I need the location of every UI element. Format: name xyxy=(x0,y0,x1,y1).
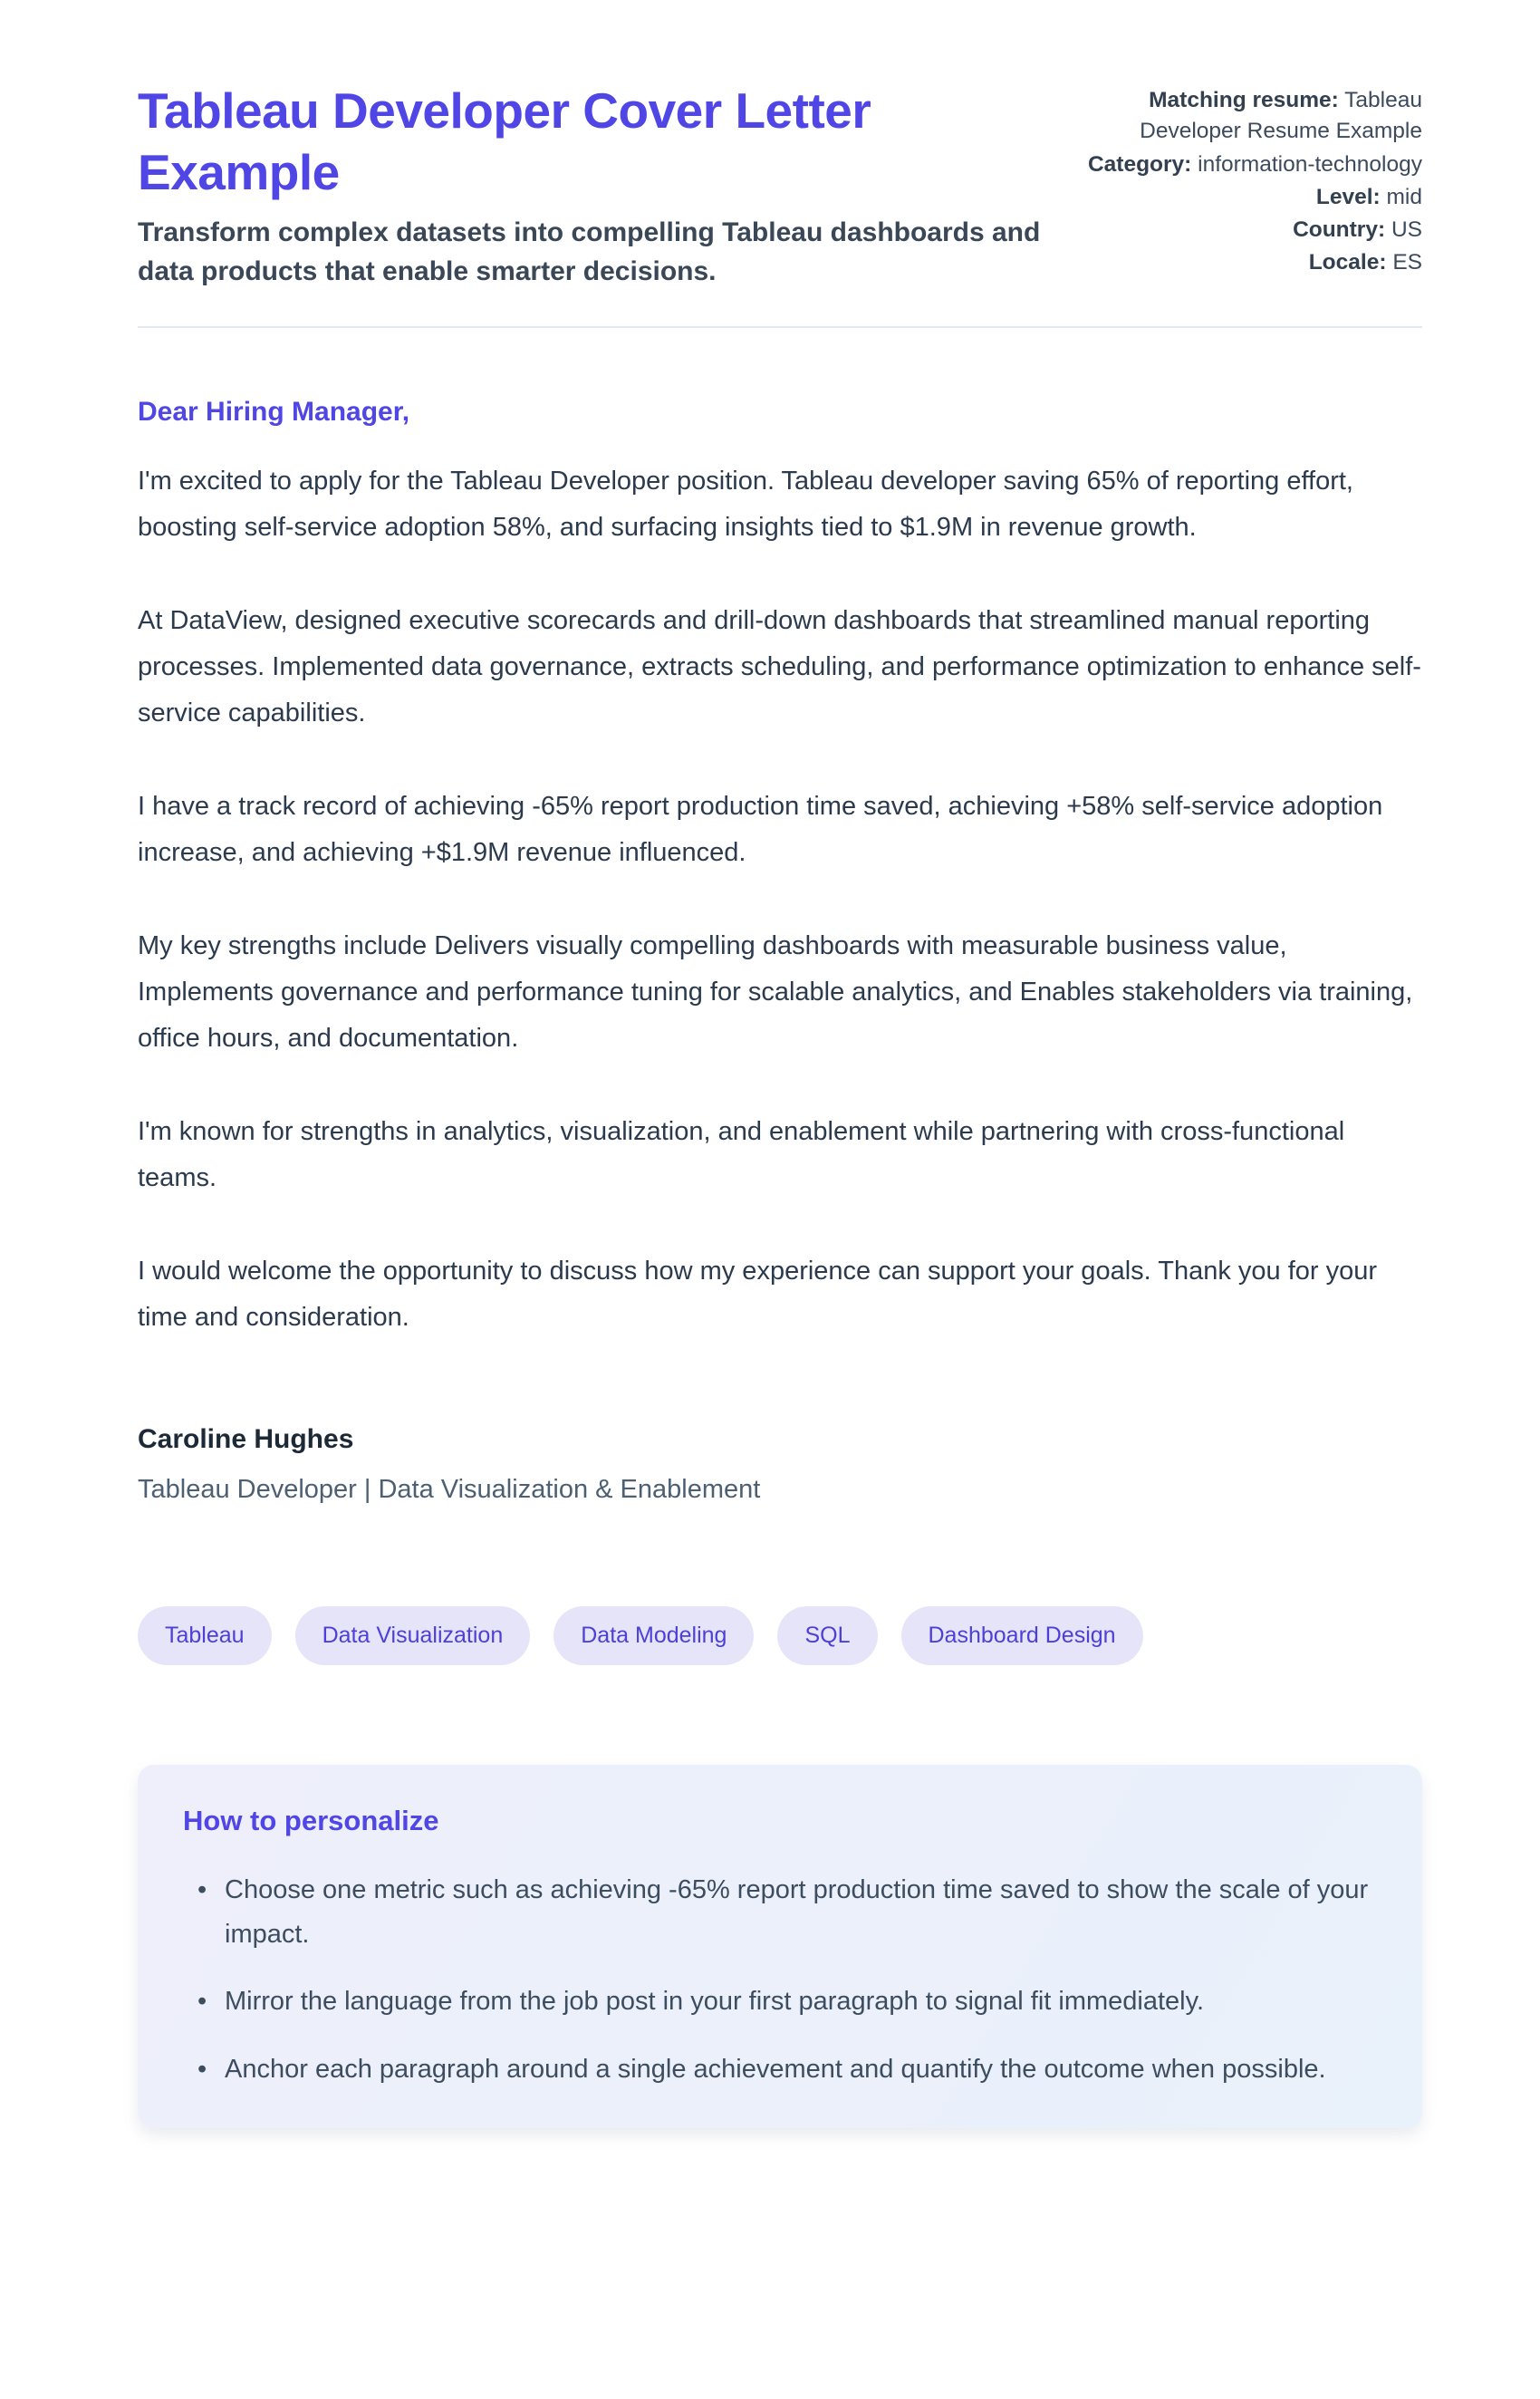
letter-paragraph-known-for: I'm known for strengths in analytics, visualization, and enablement while partnering with cross-functional teams. xyxy=(138,1116,1345,1192)
meta-value: information-technology xyxy=(1198,151,1422,177)
signature-name: Caroline Hughes xyxy=(138,1424,354,1454)
salutation: Dear Hiring Manager, xyxy=(138,396,410,427)
meta-category xyxy=(1067,149,1422,180)
tag-dashboard-design[interactable]: Dashboard Design xyxy=(901,1606,1143,1665)
header xyxy=(138,80,1422,292)
page-subtitle: Transform complex datasets into compelling Tableau dashboards and data products that enable smarter decisions. xyxy=(138,217,1041,286)
header-left xyxy=(138,80,1067,292)
meta-matching-resume xyxy=(1067,85,1422,148)
meta-label: Locale: xyxy=(1308,250,1387,275)
meta-label: Country: xyxy=(1293,217,1386,243)
personalize-title: How to personalize xyxy=(183,1805,439,1836)
meta-level xyxy=(1067,182,1422,213)
letter-paragraph-closing: I would welcome the opportunity to discuss how my experience can support your goals. Thank you for your time and consideration. xyxy=(138,1256,1378,1332)
meta-value: ES xyxy=(1392,250,1422,275)
signature-role: Tableau Developer | Data Visualization & Enablement xyxy=(138,1475,761,1504)
tag-sql[interactable]: SQL xyxy=(777,1606,877,1665)
meta-value: US xyxy=(1391,217,1422,243)
tag-tableau[interactable]: Tableau xyxy=(138,1606,272,1665)
meta-value: mid xyxy=(1386,184,1422,209)
tag-data-modeling[interactable]: Data Modeling xyxy=(553,1606,754,1665)
personalize-bullet-anchor-achievement: • Anchor each paragraph around a single achievement and quantify the outcome when possible. xyxy=(183,2047,1377,2092)
meta-country xyxy=(1067,215,1422,246)
page-title: Tableau Developer Cover Letter Example xyxy=(138,82,871,201)
personalize-card xyxy=(138,1765,1422,2128)
letter-paragraph-intro: I'm excited to apply for the Tableau Developer position. Tableau developer saving 65% of reporting effort, boosting self-service adoption 58%, and surfacing insights tied to $1.9M in revenue growth. xyxy=(138,466,1353,542)
header-divider xyxy=(138,326,1422,328)
letter-paragraph-experience: At DataView, designed executive scorecards and drill-down dashboards that streamlined manual reporting processes. Implemented data governance, extracts scheduling, and performance optimization to enhance self-service capabilities. xyxy=(138,605,1421,727)
letter-paragraph-track-record: I have a track record of achieving -65% report production time saved, achieving +58% self-service adoption increase, and achieving +$1.9M revenue influenced. xyxy=(138,791,1383,867)
meta-value: Tableau Developer Resume Example xyxy=(1140,88,1422,144)
meta-locale xyxy=(1067,247,1422,278)
meta-panel xyxy=(1067,80,1422,281)
tag-list xyxy=(138,1606,1422,1665)
cover-letter-body xyxy=(138,397,1422,1505)
meta-label: Category: xyxy=(1087,151,1192,177)
letter-paragraph-strengths: My key strengths include Delivers visually compelling dashboards with measurable business value, Implements governance and performance tuning for scalable analytics, and Enables stakeholders via training, office hours, and documentation. xyxy=(138,930,1413,1053)
meta-label: Level: xyxy=(1315,184,1381,209)
personalize-bullet-mirror-language: • Mirror the language from the job post in your first paragraph to signal fit immediately. xyxy=(183,1980,1377,2024)
tag-data-visualization[interactable]: Data Visualization xyxy=(295,1606,531,1665)
personalize-list xyxy=(183,1868,1377,2092)
meta-label: Matching resume: xyxy=(1149,88,1339,112)
personalize-bullet-metric: • Choose one metric such as achieving -65% report production time saved to show the scale of your impact. xyxy=(183,1868,1377,1956)
